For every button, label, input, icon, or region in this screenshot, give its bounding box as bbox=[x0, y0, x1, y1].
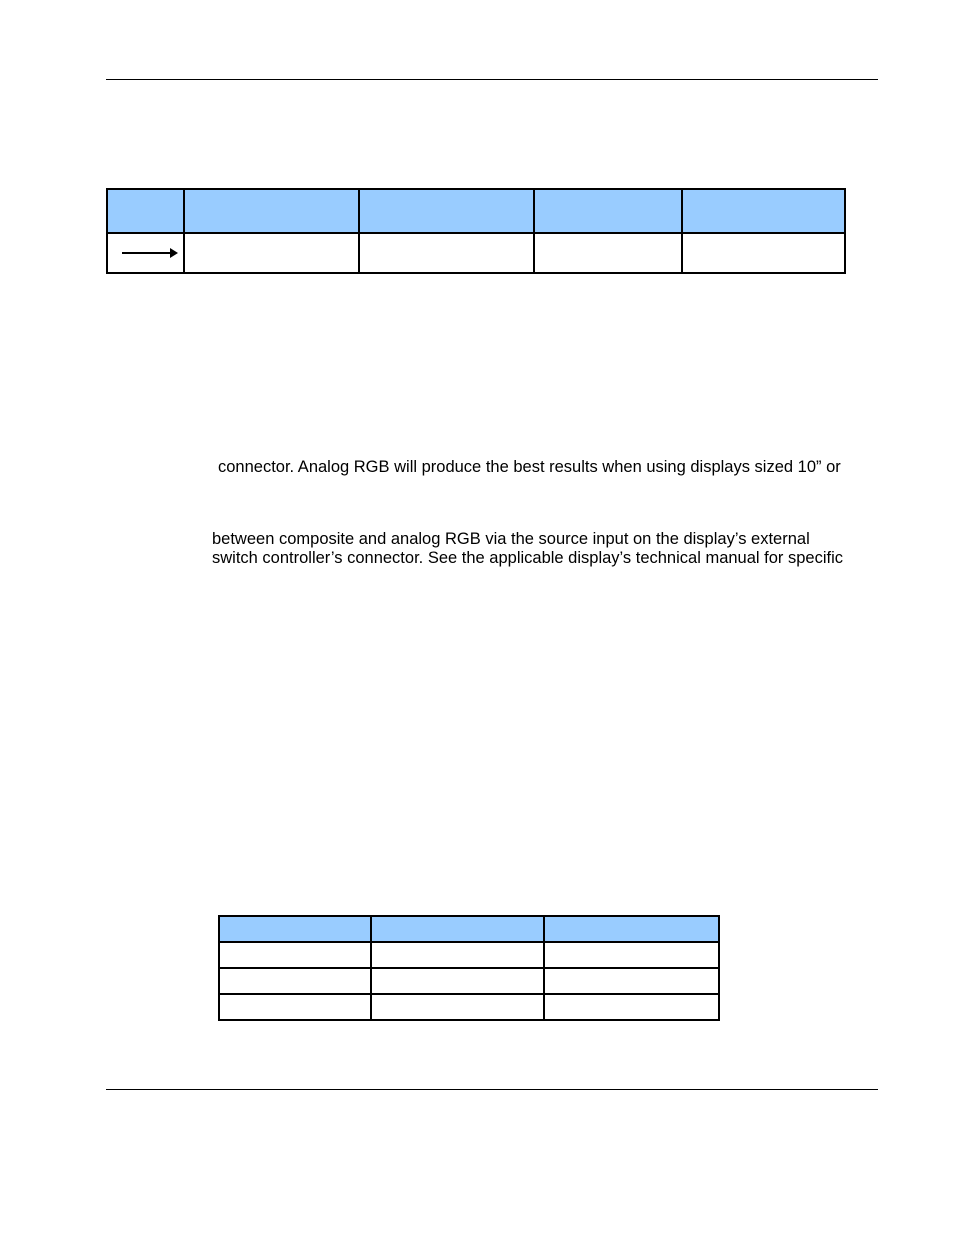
table-header-cell bbox=[107, 189, 184, 233]
table-cell bbox=[219, 942, 371, 968]
table-header-row bbox=[219, 916, 719, 942]
table-cell bbox=[682, 233, 845, 273]
table-cell bbox=[371, 942, 544, 968]
connector-table bbox=[218, 915, 720, 1021]
table-cell bbox=[544, 942, 719, 968]
table-header-cell bbox=[534, 189, 682, 233]
table-cell bbox=[107, 233, 184, 273]
table-header-cell bbox=[544, 916, 719, 942]
table-cell bbox=[219, 968, 371, 994]
table-cell bbox=[219, 994, 371, 1020]
table-row bbox=[107, 233, 845, 273]
table-cell bbox=[371, 968, 544, 994]
table-header-cell bbox=[371, 916, 544, 942]
table-header-cell bbox=[219, 916, 371, 942]
table-cell bbox=[359, 233, 534, 273]
table-header-row bbox=[107, 189, 845, 233]
specification-table bbox=[106, 188, 846, 274]
footer-rule bbox=[106, 1089, 878, 1090]
body-text-line: connector. Analog RGB will produce the best results when using displays sized 10” or bbox=[218, 458, 841, 476]
right-arrow-icon bbox=[122, 252, 174, 254]
table-header-cell bbox=[184, 189, 359, 233]
table-header-cell bbox=[359, 189, 534, 233]
table-row bbox=[219, 994, 719, 1020]
table-cell bbox=[544, 994, 719, 1020]
table-cell bbox=[371, 994, 544, 1020]
header-rule bbox=[106, 79, 878, 80]
table-header-cell bbox=[682, 189, 845, 233]
table-row bbox=[219, 968, 719, 994]
table-row bbox=[219, 942, 719, 968]
body-text-line: between composite and analog RGB via the source input on the display’s external bbox=[212, 530, 810, 548]
body-text-line: switch controller’s connector. See the applicable display’s technical manual for specific bbox=[212, 549, 844, 567]
table-cell bbox=[184, 233, 359, 273]
table-cell bbox=[544, 968, 719, 994]
table-cell bbox=[534, 233, 682, 273]
